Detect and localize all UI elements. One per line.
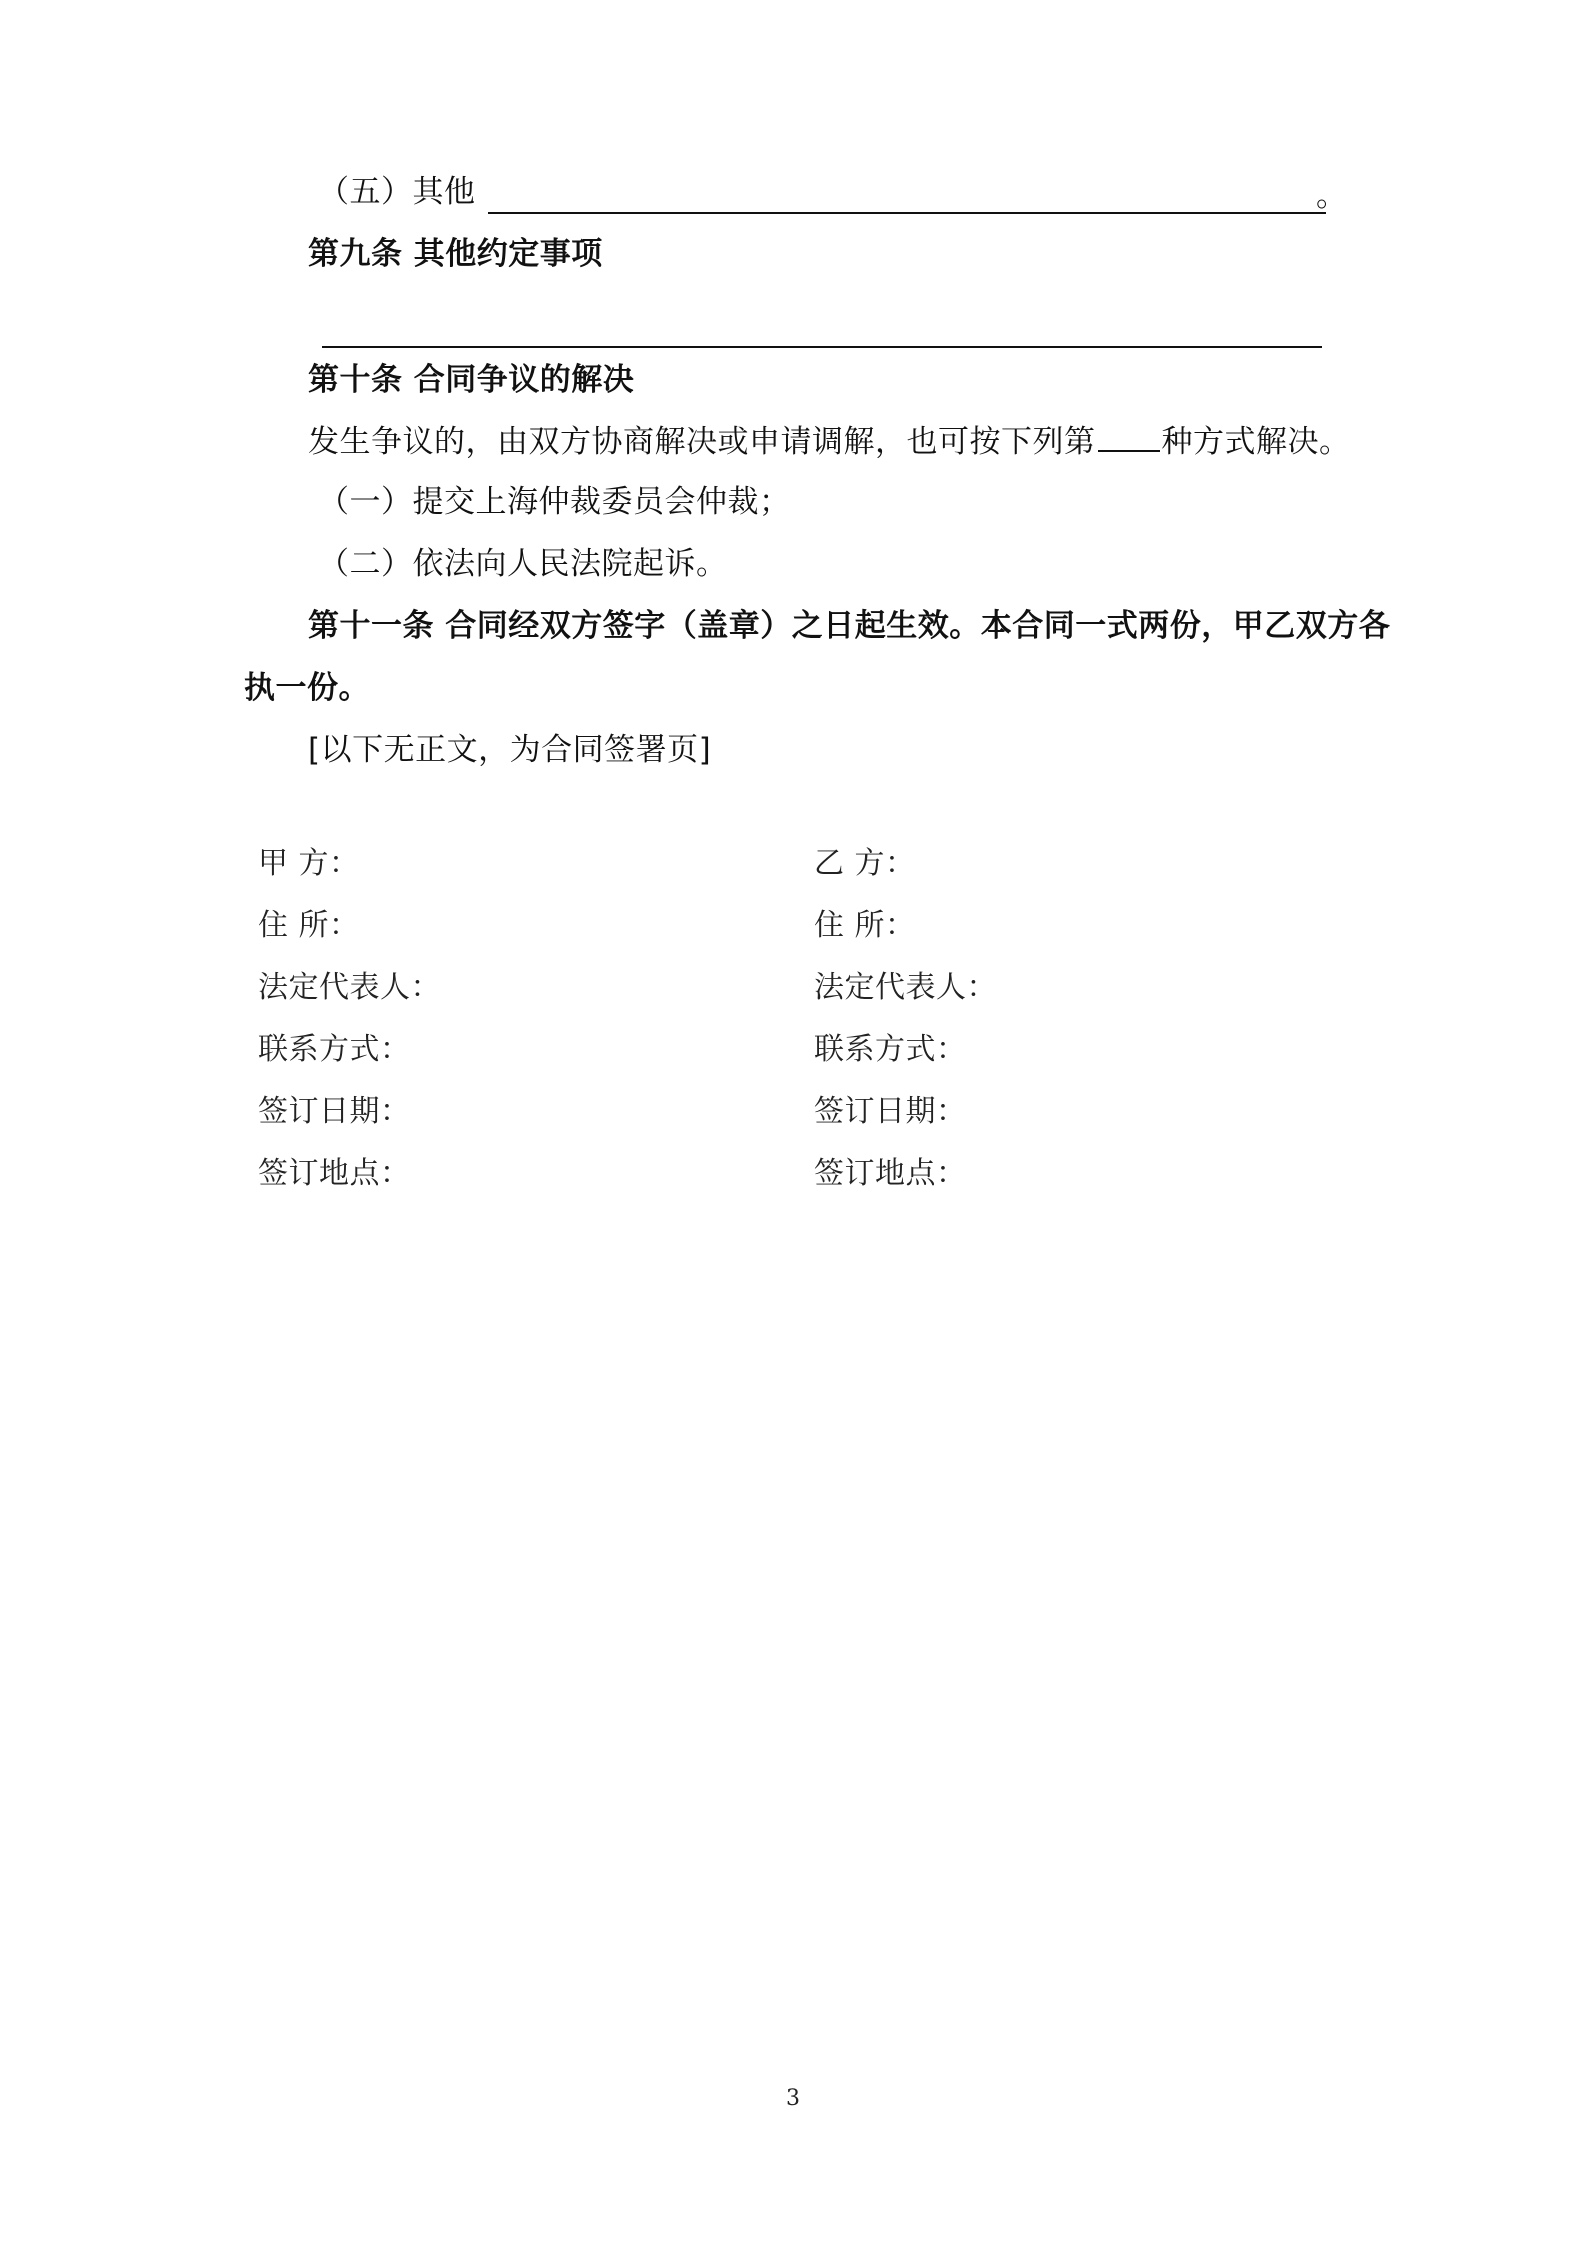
option-2: （二）依法向人民法院起诉。 bbox=[318, 546, 728, 582]
party-b-legal-rep-label: 法定代表人： bbox=[814, 970, 997, 1005]
item-5-period: 。 bbox=[1316, 178, 1348, 214]
party-b-sign-place-label: 签订地点： bbox=[814, 1156, 967, 1191]
method-number-blank bbox=[1098, 420, 1160, 452]
party-b-address-label: 住 所： bbox=[814, 908, 916, 943]
no-text-note: [以下无正文，为合同签署页] bbox=[308, 732, 712, 768]
page-number: 3 bbox=[786, 2086, 800, 2111]
article-10-title: 第十条 合同争议的解决 bbox=[308, 362, 635, 398]
party-b-contact-label: 联系方式： bbox=[814, 1032, 967, 1067]
option-1: （一）提交上海仲裁委员会仲裁； bbox=[318, 484, 791, 520]
party-a-sign-date-label: 签订日期： bbox=[258, 1094, 411, 1129]
party-a-sign-place-label: 签订地点： bbox=[258, 1156, 411, 1191]
article-11-line-1: 第十一条 合同经双方签字（盖章）之日起生效。本合同一式两份，甲乙双方各 bbox=[308, 608, 1391, 644]
article-9-fill-line bbox=[322, 346, 1322, 348]
party-a-name-label: 甲 方： bbox=[258, 846, 360, 881]
party-b-name-label: 乙 方： bbox=[814, 846, 916, 881]
article-11-line-2: 执一份。 bbox=[244, 670, 370, 706]
item-5-fill-line bbox=[488, 212, 1326, 214]
party-a-address-label: 住 所： bbox=[258, 908, 360, 943]
party-a-legal-rep-label: 法定代表人： bbox=[258, 970, 441, 1005]
article-9-title: 第九条 其他约定事项 bbox=[308, 236, 603, 272]
party-a-contact-label: 联系方式： bbox=[258, 1032, 411, 1067]
article-10-text-after: 种方式解决。 bbox=[1161, 424, 1351, 460]
article-10-text bbox=[308, 420, 1351, 462]
item-5-label: （五）其他 bbox=[318, 174, 476, 210]
party-b-sign-date-label: 签订日期： bbox=[814, 1094, 967, 1129]
article-10-text-before: 发生争议的，由双方协商解决或申请调解，也可按下列第 bbox=[308, 424, 1096, 460]
